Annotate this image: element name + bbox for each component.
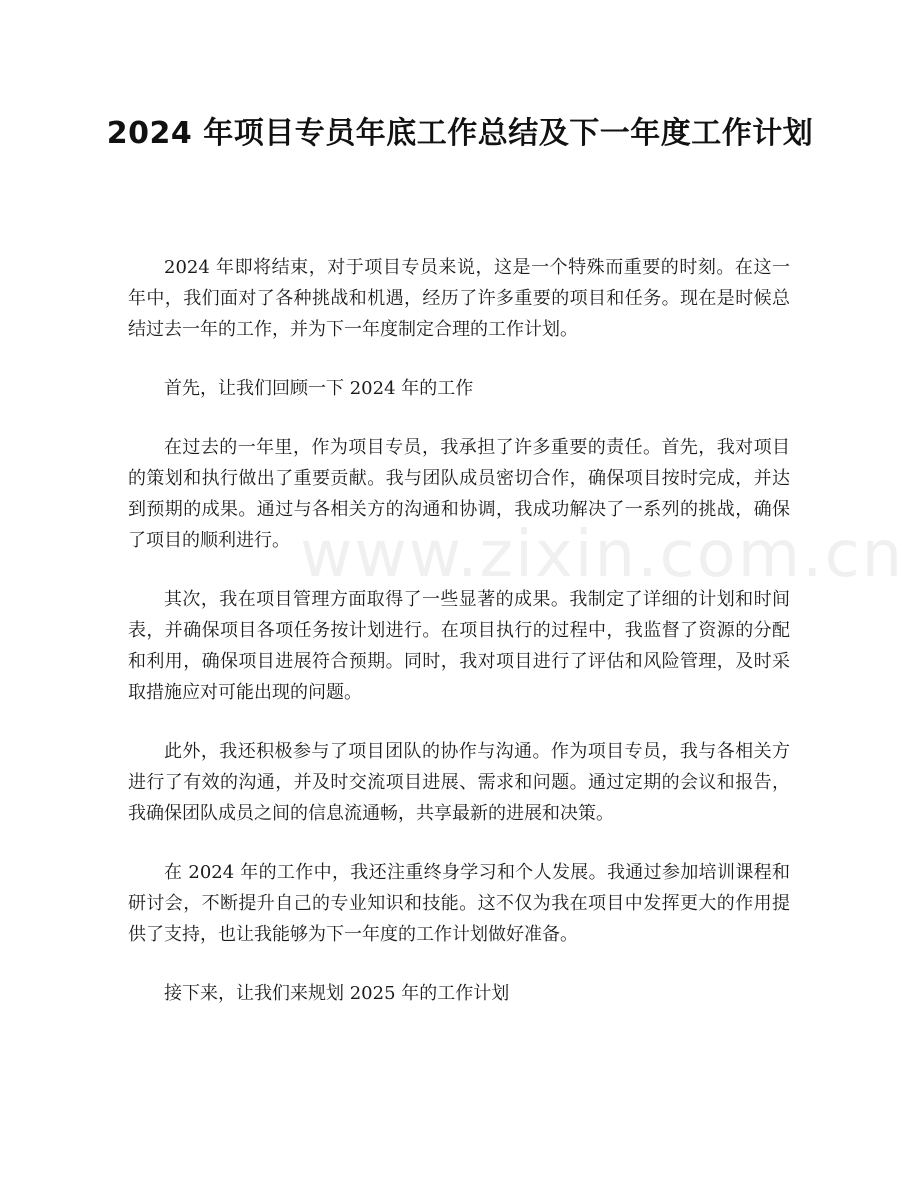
paragraph-collaboration: 此外，我还积极参与了项目团队的协作与沟通。作为项目专员，我与各相关方进行了有效的沟通，并及时交流项目进展、需求和问题。通过定期的会议和报告，我确保团队成员之间的信息流通畅，共享最新的进展和决策。	[128, 741, 790, 824]
paragraph-project-management: 其次，我在项目管理方面取得了一些显著的成果。我制定了详细的计划和时间表，并确保项目各项任务按计划进行。在项目执行的过程中，我监督了资源的分配和利用，确保项目进展符合预期。同时，我对项目进行了评估和风险管理，及时采取措施应对可能出现的问题。	[128, 589, 790, 703]
watermark: www.zixin.com.cn	[300, 518, 905, 592]
paragraph-plan-heading: 接下来，让我们来规划 2025 年的工作计划	[164, 983, 510, 1004]
document-title: 2024 年项目专员年底工作总结及下一年度工作计划	[106, 116, 814, 151]
paragraph-responsibilities: 在过去的一年里，作为项目专员，我承担了许多重要的责任。首先，我对项目的策划和执行做出了重要贡献。我与团队成员密切合作，确保项目按时完成，并达到预期的成果。通过与各相关方的沟通和协调，我成功解决了一系列的挑战，确保了项目的顺利进行。	[128, 437, 790, 551]
paragraph-intro: 2024 年即将结束，对于项目专员来说，这是一个特殊而重要的时刻。在这一年中，我们面对了各种挑战和机遇，经历了许多重要的项目和任务。现在是时候总结过去一年的工作，并为下一年度制定合理的工作计划。	[128, 257, 790, 340]
paragraph-learning: 在 2024 年的工作中，我还注重终身学习和个人发展。我通过参加培训课程和研讨会，不断提升自己的专业知识和技能。这不仅为我在项目中发挥更大的作用提供了支持，也让我能够为下一年度的工作计划做好准备。	[128, 862, 790, 945]
paragraph-review-heading: 首先，让我们回顾一下 2024 年的工作	[164, 378, 474, 399]
document-body	[128, 252, 790, 1037]
